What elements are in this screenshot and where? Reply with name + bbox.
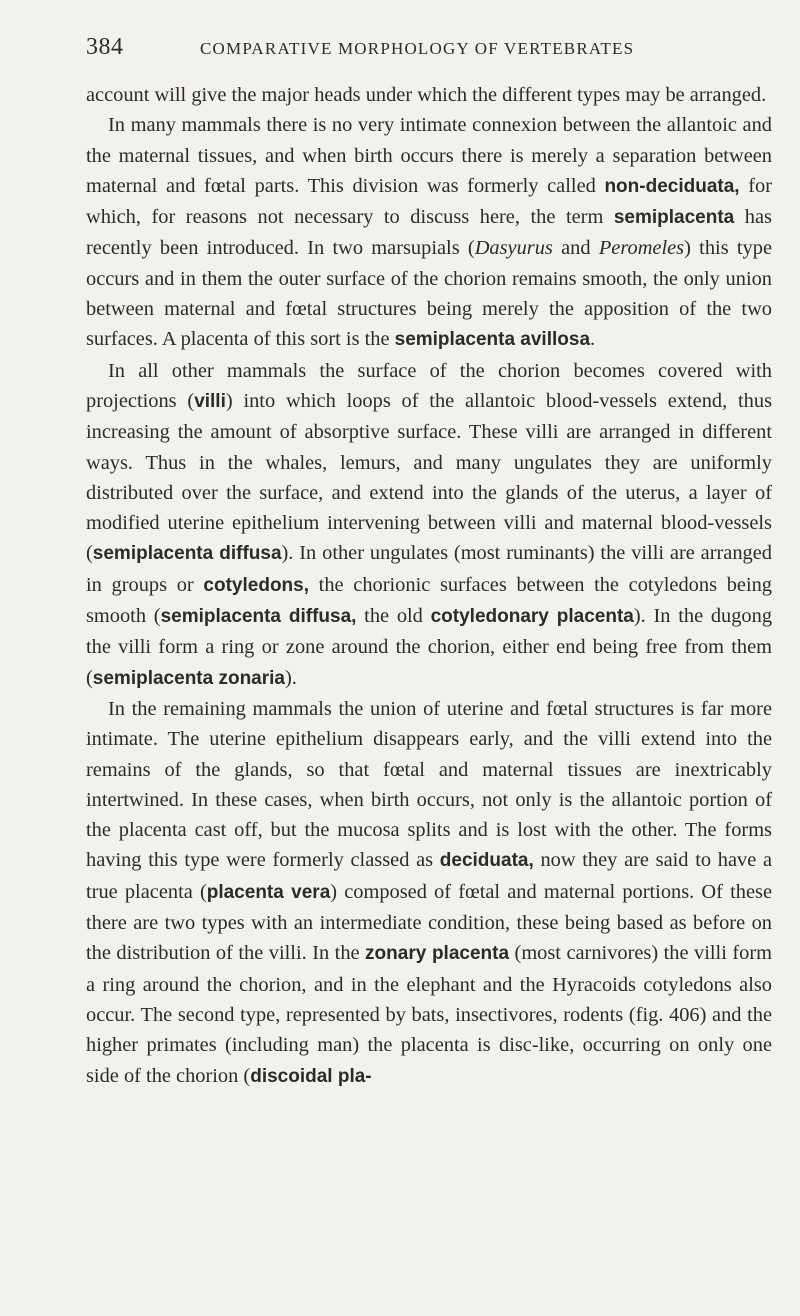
text-run: In all other mammals the surface of the chorion becomes covered with projections (: [86, 359, 772, 412]
genus-peromeles: Peromeles: [598, 237, 685, 260]
text-run: ) this type occurs and in them the outer surface of the chorion remains smooth, the only union between maternal and fœtal structures being merely the apposition of the two surfaces. A placenta of this sort is the: [86, 237, 772, 351]
body-text: [86, 80, 772, 1092]
text-run: In many mammals there is no very intimate connexion between the allantoic and the maternal tissues, and when birth occurs there is merely a separation between maternal and fœtal parts. This division was formerly called: [86, 114, 772, 197]
paragraph-3: [86, 356, 772, 694]
text-run: ) into which loops of the allantoic blood-vessels extend, thus increasing the amount of absorptive surface. These villi are arranged in different ways. Thus in the whales, lemurs, and many ungulates they are uniformly distributed over the surface, and extend into the glands of the uterus, a layer of modified uterine epithelium intervening between villi and maternal blood-vessels (: [86, 389, 772, 565]
text-run: for which, for reasons not necessary to discuss here, the term: [86, 174, 772, 229]
term-villi: villi: [194, 390, 226, 412]
term-semiplacenta-avillosa: semiplacenta avillosa: [394, 329, 591, 351]
text-run: ). In the dugong the villi form a ring or zone around the chorion, either end being free from them (: [86, 605, 773, 689]
term-zonary-placenta: zonary placenta: [365, 943, 510, 965]
text-run: (most carnivores) the villi form a ring around the chorion, and in the elephant and the Hyracoids cotyledons also occur. The second type, represented by bats, insectivores, rodents (fig. 406) and the higher primates (including man) the placenta is disc-like, occurring on only one side of the chorion (: [86, 942, 773, 1087]
text-run: the chorionic surfaces between the cotyledons being smooth (: [86, 573, 772, 628]
text-run: account will give the major heads under which the different types may be arranged.: [86, 84, 767, 106]
genus-dasyurus: Dasyurus: [474, 237, 553, 260]
text-run: the old: [356, 605, 431, 628]
term-cotyledonary-placenta: cotyledonary placenta: [430, 606, 634, 628]
term-semiplacenta-diffusa: semiplacenta diffusa: [92, 543, 282, 565]
term-semiplacenta-zonaria: semiplacenta zonaria: [92, 667, 285, 689]
text-run: ). In other ungulates (most ruminants) the villi are arranged in groups or: [86, 542, 772, 596]
text-run: and: [552, 237, 599, 260]
term-non-deciduata: non-deciduata,: [604, 175, 740, 197]
text-run: has recently been introduced. In two marsupials (: [86, 206, 772, 260]
paragraph-1: [86, 80, 772, 110]
paragraph-4: [86, 694, 772, 1092]
text-run: ) composed of fœtal and maternal portions. Of these there are two types with an intermediate condition, these being based as before on the distribution of the villi. In the: [86, 880, 773, 965]
term-semiplacenta-diffusa-2: semiplacenta diffusa,: [160, 606, 357, 628]
running-head: COMPARATIVE MORPHOLOGY OF VERTEBRATES: [200, 39, 635, 58]
paragraph-2: [86, 110, 772, 355]
page-number: 384: [86, 34, 124, 60]
term-placenta-vera: placenta vera: [206, 881, 331, 903]
term-discoidal-placenta: discoidal pla-: [250, 1065, 372, 1087]
text-run: ).: [285, 666, 297, 689]
term-cotyledons: cotyledons,: [203, 574, 309, 596]
text-run: now they are said to have a true placenta (: [86, 849, 772, 903]
term-deciduata: deciduata,: [439, 850, 534, 872]
text-run: .: [590, 328, 596, 351]
page-header: [86, 34, 766, 64]
text-run: In the remaining mammals the union of uterine and fœtal structures is far more intimate. The uterine epithelium disappears early, and the villi extend into the remains of the glands, so that fœtal and maternal tissues are inextricably intertwined. In these cases, when birth occurs, not only is the allantoic portion of the placenta cast off, but the mucosa splits and is lost with the other. The forms having this type were formerly classed as: [86, 697, 772, 872]
term-semiplacenta: semiplacenta: [613, 207, 735, 229]
